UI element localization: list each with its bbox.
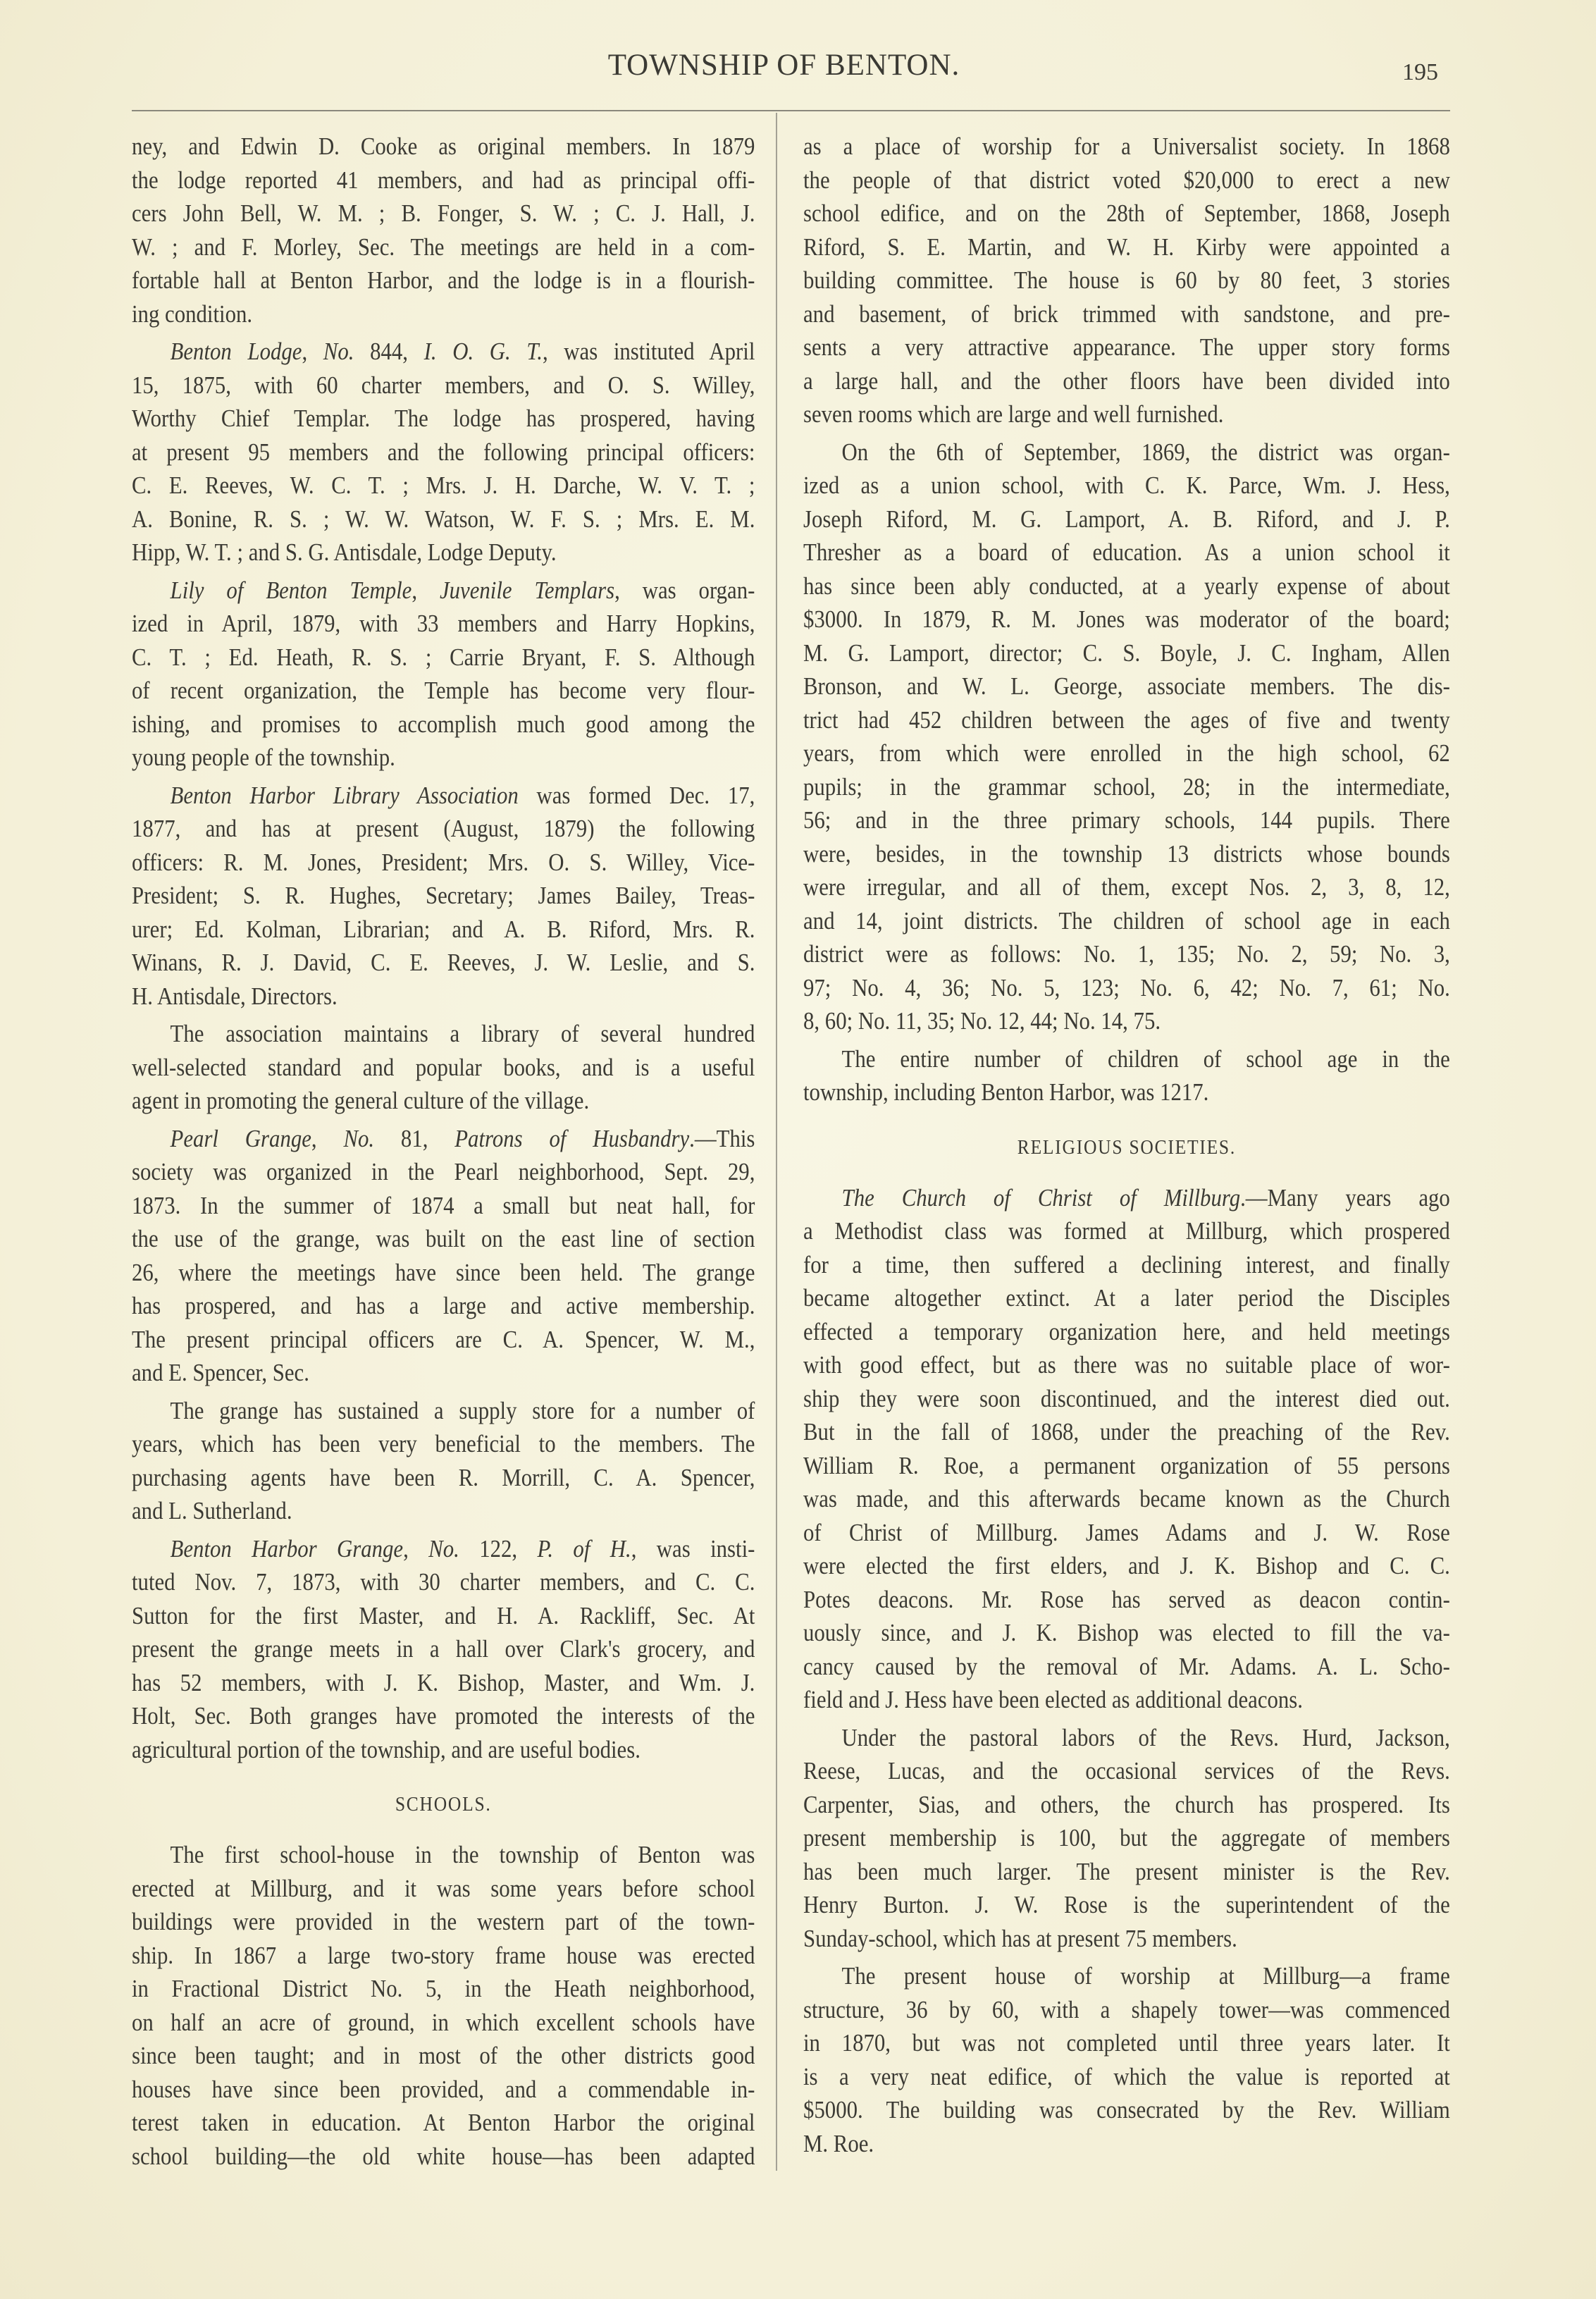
text-line: W. ; and F. Morley, Sec. The meetings are held in a com- — [132, 233, 755, 261]
text-line: society was organized in the Pearl neighborhood, Sept. 29, — [132, 1158, 755, 1185]
text-line: Holt, Sec. Both granges have promoted the interests of the — [132, 1702, 755, 1730]
paragraph — [132, 1122, 755, 1390]
header-rule — [132, 110, 1450, 111]
text-line: Sutton for the first Master, and H. A. Rackliff, Sec. At — [132, 1601, 755, 1629]
paragraph — [803, 1181, 1450, 1717]
text-line: C. E. Reeves, W. C. T. ; Mrs. J. H. Darche, W. V. T. ; — [132, 471, 755, 499]
text-line: Riford, S. E. Martin, and W. H. Kirby were appointed a — [803, 233, 1450, 261]
italic-title: I. O. G. T. — [423, 338, 543, 365]
text-line — [132, 574, 755, 608]
italic-title: Benton Lodge — [170, 338, 302, 365]
text-line: The grange has sustained a supply store for a number of — [170, 1396, 755, 1424]
text-line: cancy caused by the removal of Mr. Adams. A. L. Scho- — [803, 1652, 1450, 1680]
page-number: 195 — [1402, 59, 1438, 85]
text-line: But in the fall of 1868, under the preaching of the Rev. — [803, 1418, 1450, 1446]
text-line: ney, and Edwin D. Cooke as original members. In 1879 — [132, 132, 755, 160]
text-line: 97; No. 4, 36; No. 5, 123; No. 6, 42; No. 7, 61; No. — [803, 973, 1450, 1001]
text-line: The first school-house in the township of Benton was — [170, 1841, 755, 1868]
italic-title: Benton Harbor Library Association — [170, 781, 519, 809]
text-line: buildings were provided in the western part of the town- — [132, 1908, 755, 1935]
text-segment: , was insti- — [631, 1534, 755, 1563]
text-line: fortable hall at Benton Harbor, and the lodge is in a flourish- — [132, 266, 755, 294]
text-line: has prospered, and has a large and active membership. — [132, 1292, 755, 1319]
text-segment: , was instituted April — [542, 338, 755, 365]
text-line: houses have since been provided, and a commendable in- — [132, 2075, 755, 2103]
text-line: in 1870, but was not completed until three years later. It — [803, 2029, 1450, 2057]
text-line: were irregular, and all of them, except Nos. 2, 3, 8, 12, — [803, 873, 1450, 901]
text-line: of recent organization, the Temple has become very flour- — [132, 677, 755, 704]
text-line: well-selected standard and popular books, and is a useful — [132, 1053, 755, 1081]
text-line: Carpenter, Sias, and others, the church has prospered. Its — [803, 1790, 1450, 1818]
text-line: 1877, and has at present (August, 1879) the following — [132, 815, 755, 842]
text-line: has been much larger. The present minister is the Rev. — [803, 1857, 1450, 1885]
text-line: ing condition. — [132, 300, 253, 328]
text-line: has since been ably conducted, at a yearly expense of about — [803, 572, 1450, 600]
text-line: urer; Ed. Kolman, Librarian; and A. B. Riford, Mrs. R. — [132, 915, 755, 943]
paragraph — [132, 335, 755, 569]
text-segment: 844, — [354, 338, 424, 365]
text-line: on half an acre of ground, in which excellent schools have — [132, 2008, 755, 2036]
text-segment: 81, — [374, 1124, 455, 1152]
text-line: with good effect, but as there was no suitable place of wor- — [803, 1351, 1450, 1379]
text-line: 56; and in the three primary schools, 144 pupils. There — [803, 806, 1450, 834]
text-line: erected at Millburg, and it was some years before school — [132, 1874, 755, 1902]
text-line: and L. Sutherland. — [132, 1497, 292, 1524]
text-line: Bronson, and W. L. George, associate members. The dis- — [803, 672, 1450, 700]
text-line: On the 6th of September, 1869, the district was organ- — [841, 438, 1450, 466]
italic-title: Lily of Benton Temple — [170, 576, 412, 604]
text-line: structure, 36 by 60, with a shapely tower—was commenced — [803, 1995, 1450, 2023]
running-title: TOWNSHIP OF BENTON. — [607, 49, 960, 82]
text-line: present membership is 100, but the aggregate of members — [803, 1824, 1450, 1851]
text-line — [132, 1532, 755, 1566]
text-line: of Christ of Millburg. James Adams and J. W. Rose — [803, 1518, 1450, 1546]
text-line: $5000. The building was consecrated by the Rev. William — [803, 2096, 1450, 2124]
text-line: building committee. The house is 60 by 80 feet, 3 stories — [803, 266, 1450, 294]
text-line: since been taught; and in most of the other districts good — [132, 2042, 755, 2069]
column-divider — [776, 113, 777, 2171]
text-line: a large hall, and the other floors have been divided into — [803, 366, 1450, 395]
text-line — [132, 335, 755, 369]
text-segment: , — [412, 576, 440, 604]
text-line: the use of the grange, was built on the east line of section — [132, 1225, 755, 1252]
paragraph — [803, 1959, 1450, 2160]
text-line: 26, where the meetings have since been held. The grange — [132, 1258, 755, 1286]
text-line: ishing, and promises to accomplish much good among the — [132, 710, 755, 738]
text-line: and basement, of brick trimmed with sandstone, and pre- — [803, 300, 1450, 328]
paragraph — [132, 1532, 755, 1767]
text-line: young people of the township. — [132, 744, 395, 771]
text-line: Sunday-school, which has at present 75 members. — [803, 1924, 1237, 1952]
text-line: uously since, and J. K. Bishop was elected to fill the va- — [803, 1619, 1450, 1646]
paragraph — [803, 1042, 1450, 1109]
text-line: ized in April, 1879, with 33 members and Harry Hopkins, — [132, 610, 755, 637]
text-segment: , was organ- — [614, 576, 755, 604]
text-line: C. T. ; Ed. Heath, R. S. ; Carrie Bryant, F. S. Although — [132, 643, 755, 671]
text-line: $3000. In 1879, R. M. Jones was moderator of the board; — [803, 605, 1450, 633]
italic-title: No. — [428, 1534, 459, 1563]
text-line: Under the pastoral labors of the Revs. Hurd, Jackson, — [841, 1723, 1450, 1751]
text-line: ship they were soon discontinued, and the interest died out. — [803, 1384, 1450, 1412]
text-line: purchasing agents have been R. Morrill, C. A. Spencer, — [132, 1463, 755, 1491]
left-column — [132, 130, 755, 2177]
text-line: H. Antisdale, Directors. — [132, 982, 338, 1010]
text-line: officers: R. M. Jones, President; Mrs. O. S. Willey, Vice- — [132, 848, 755, 876]
text-line: township, including Benton Harbor, was 1217. — [803, 1078, 1209, 1106]
paragraph — [132, 1838, 755, 2173]
text-segment: was formed Dec. 17, — [518, 781, 755, 809]
italic-title: Benton Harbor Grange — [170, 1534, 404, 1563]
text-line: seven rooms which are large and well furnished. — [803, 400, 1224, 428]
text-line: as a place of worship for a Universalist society. In 1868 — [803, 132, 1450, 160]
text-line: ship. In 1867 a large two-story frame house was erected — [132, 1941, 755, 1969]
text-line: Reese, Lucas, and the occasional services of the Revs. — [803, 1757, 1450, 1785]
text-line: agricultural portion of the township, and are useful bodies. — [132, 1735, 641, 1763]
text-line: ized as a union school, with C. K. Parce, Wm. J. Hess, — [803, 471, 1450, 499]
italic-title: P. of H. — [537, 1534, 631, 1563]
text-line: Potes deacons. Mr. Rose has served as deacon contin- — [803, 1585, 1450, 1613]
text-line: and 14, joint districts. The children of school age in each — [803, 906, 1450, 935]
text-line — [132, 1122, 755, 1156]
text-line: The present house of worship at Millburg—a frame — [841, 1962, 1450, 1990]
text-segment: , — [403, 1534, 429, 1563]
section-heading: SCHOOLS. — [395, 1793, 492, 1816]
italic-title: Pearl Grange — [170, 1124, 311, 1152]
text-line: were elected the first elders, and J. K. Bishop and C. C. — [803, 1552, 1450, 1579]
text-line: agent in promoting the general culture of the village. — [132, 1087, 590, 1114]
text-line: and E. Spencer, Sec. — [132, 1359, 309, 1386]
text-line: 1873. In the summer of 1874 a small but neat hall, for — [132, 1191, 755, 1219]
paragraph — [803, 130, 1450, 431]
paragraph — [132, 130, 755, 331]
text-line: the lodge reported 41 members, and had as principal offi- — [132, 166, 755, 194]
text-line: Joseph Riford, M. G. Lamport, A. B. Riford, and J. P. — [803, 505, 1450, 533]
text-line: was made, and this afterwards became known as the Church — [803, 1485, 1450, 1512]
section-heading: RELIGIOUS SOCIETIES. — [1017, 1135, 1237, 1159]
italic-title: Patrons of Husbandry — [454, 1124, 690, 1152]
text-line: Hipp, W. T. ; and S. G. Antisdale, Lodge Deputy. — [132, 538, 557, 566]
text-line: present the grange meets in a hall over Clark's grocery, and — [132, 1635, 755, 1663]
text-line: tuted Nov. 7, 1873, with 30 charter members, and C. C. — [132, 1568, 755, 1596]
text-line: trict had 452 children between the ages of five and twenty — [803, 705, 1450, 734]
text-line: the people of that district voted $20,000 to erect a new — [803, 166, 1450, 194]
text-line: cers John Bell, W. M. ; B. Fonger, S. W. ; C. J. Hall, J. — [132, 199, 755, 227]
text-line: in Fractional District No. 5, in the Heath neighborhood, — [132, 1975, 755, 2002]
text-line: sents a very attractive appearance. The upper story forms — [803, 333, 1450, 361]
paragraph — [132, 1017, 755, 1118]
text-line: The present principal officers are C. A. Spencer, W. M., — [132, 1325, 755, 1353]
text-line: school edifice, and on the 28th of September, 1868, Joseph — [803, 199, 1450, 227]
text-line: were, besides, in the township 13 districts whose bounds — [803, 839, 1450, 868]
text-line: M. G. Lamport, director; C. S. Boyle, J. C. Ingham, Allen — [803, 639, 1450, 667]
text-line: Thresher as a board of education. As a union school it — [803, 538, 1450, 566]
text-line: effected a temporary organization here, and held meetings — [803, 1317, 1450, 1345]
text-line: at present 95 members and the following principal officers: — [132, 438, 755, 466]
text-segment: .—Many years ago — [1240, 1183, 1450, 1212]
text-line: A. Bonine, R. S. ; W. W. Watson, W. F. S. ; Mrs. E. M. — [132, 505, 755, 533]
text-line: years, from which were enrolled in the high school, 62 — [803, 739, 1450, 767]
text-line: school building—the old white house—has been adapted — [132, 2142, 755, 2170]
text-line — [132, 779, 755, 813]
text-segment: , — [302, 338, 323, 365]
text-line: field and J. Hess have been elected as additional deacons. — [803, 1686, 1303, 1713]
text-line: Winans, R. J. David, C. E. Reeves, J. W. Leslie, and S. — [132, 949, 755, 976]
paragraph — [803, 436, 1450, 1038]
text-line: for a time, then suffered a declining interest, and finally — [803, 1250, 1450, 1278]
italic-title: The Church of Christ of Millburg — [841, 1183, 1241, 1212]
text-segment: .—This — [689, 1124, 755, 1152]
text-line: terest taken in education. At Benton Harbor the original — [132, 2109, 755, 2136]
right-column — [803, 130, 1450, 2164]
italic-title: Juvenile Templars — [439, 576, 615, 604]
text-line: years, which has been very beneficial to the members. The — [132, 1430, 755, 1457]
text-line — [803, 1181, 1450, 1215]
paragraph — [132, 574, 755, 775]
text-line: a Methodist class was formed at Millburg, which prospered — [803, 1217, 1450, 1245]
text-line: Worthy Chief Templar. The lodge has prospered, having — [132, 405, 755, 432]
paragraph — [803, 1721, 1450, 1956]
italic-title: No. — [323, 338, 354, 365]
text-line: became altogether extinct. At a later period the Disciples — [803, 1284, 1450, 1312]
text-line: The association maintains a library of several hundred — [170, 1020, 755, 1047]
text-segment: , — [311, 1124, 344, 1152]
text-line: 8, 60; No. 11, 35; No. 12, 44; No. 14, 75. — [803, 1007, 1161, 1035]
text-line: district were as follows: No. 1, 135; No. 2, 59; No. 3, — [803, 940, 1450, 968]
paragraph — [132, 779, 755, 1013]
text-line: Henry Burton. J. W. Rose is the superintendent of the — [803, 1891, 1450, 1918]
text-line: The entire number of children of school age in the — [841, 1044, 1450, 1073]
text-line: is a very neat edifice, of which the value is reported at — [803, 2062, 1450, 2090]
text-line: pupils; in the grammar school, 28; in the intermediate, — [803, 772, 1450, 801]
paragraph — [132, 1394, 755, 1528]
text-line: William R. Roe, a permanent organization of 55 persons — [803, 1451, 1450, 1479]
italic-title: No. — [343, 1124, 375, 1152]
text-line: President; S. R. Hughes, Secretary; James Bailey, Treas- — [132, 882, 755, 909]
text-line: 15, 1875, with 60 charter members, and O. S. Willey, — [132, 371, 755, 399]
text-line: M. Roe. — [803, 2129, 874, 2157]
text-line: has 52 members, with J. K. Bishop, Master, and Wm. J. — [132, 1668, 755, 1696]
text-segment: 122, — [459, 1534, 538, 1563]
